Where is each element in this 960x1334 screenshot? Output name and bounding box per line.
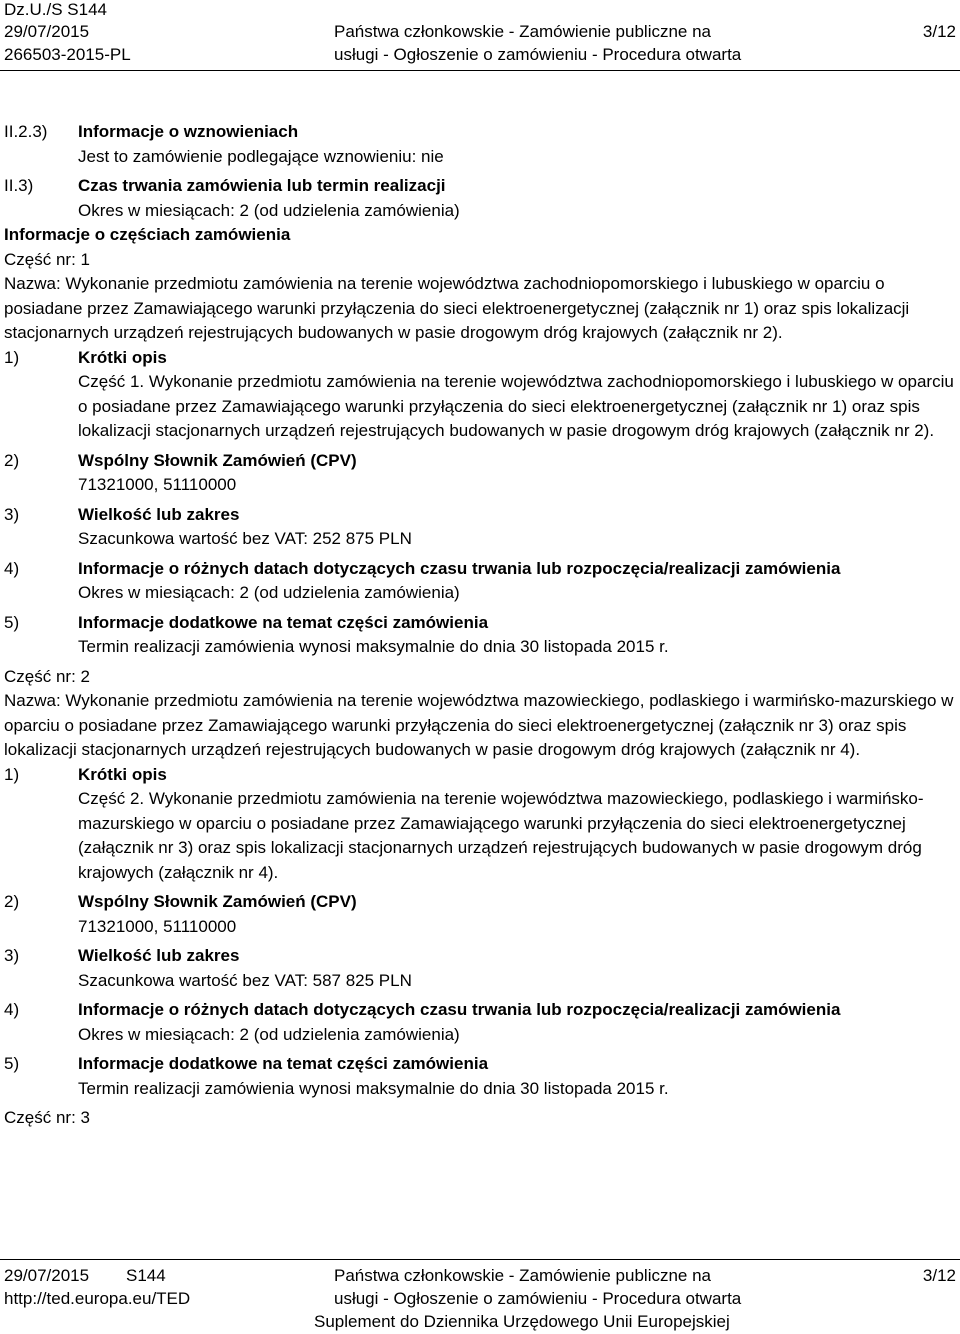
header-date: 29/07/2015	[4, 22, 90, 41]
footer-date: 29/07/2015	[4, 1266, 90, 1285]
sub-number: 1)	[4, 764, 20, 784]
section-number: II.3)	[4, 176, 34, 195]
sub-number: 3)	[4, 504, 20, 524]
footer-title-line3: Suplement do Dziennika Urzędowego Unii Europejskiej	[314, 1312, 730, 1331]
section-number: II.2.3)	[4, 122, 48, 141]
section-title: Informacje o wznowieniach	[78, 122, 299, 141]
section-text: Okres w miesiącach: 2 (od udzielenia zamówienia)	[78, 200, 460, 220]
part-label: Część nr: 3	[4, 1108, 90, 1127]
part2-sub1	[4, 763, 956, 788]
sub-title: Wspólny Słownik Zamówień (CPV)	[78, 892, 357, 911]
cpv-codes: 71321000, 51110000	[78, 916, 237, 936]
sub-number: 1)	[4, 347, 20, 367]
part2-sub5	[4, 1052, 956, 1077]
additional-info: Termin realizacji zamówienia wynosi maksymalnie do dnia 30 listopada 2015 r.	[78, 637, 669, 656]
sub-title: Wielkość lub zakres	[78, 946, 240, 965]
additional-info: Termin realizacji zamówienia wynosi maksymalnie do dnia 30 listopada 2015 r.	[78, 1078, 669, 1098]
sub-number: 5)	[4, 1054, 20, 1073]
parts-heading: Informacje o częściach zamówienia	[4, 225, 291, 244]
cpv-codes: 71321000, 51110000	[78, 475, 237, 494]
part1-sub1	[4, 346, 956, 371]
footer-url[interactable]: http://ted.europa.eu/TED	[4, 1289, 191, 1308]
sub-title: Informacje dodatkowe na temat części zamówienia	[78, 1054, 489, 1073]
part-name: Nazwa: Wykonanie przedmiotu zamówienia na terenie województwa mazowieckiego, podlaskiego i warmińsko-mazurskiego w oparciu o posiadane przez Zamawiającego warunki przyłączenia do sieci elektroenergetycznej (załącznik nr 3) oraz spis lokalizacji stacjonarnych urządzeń rejestrujących budowanych w pasie drogowym dróg krajowych (załącznik nr 4).	[4, 691, 954, 759]
estimated-value: Szacunkowa wartość bez VAT: 587 825 PLN	[78, 970, 412, 990]
section-text: Jest to zamówienie podlegające wznowieniu: nie	[78, 146, 444, 166]
part2-sub3	[4, 944, 956, 969]
journal-ref: Dz.U./S S144	[4, 0, 107, 19]
footer-page-number: 3/12	[922, 1266, 956, 1285]
header-title-line1: Państwa członkowskie - Zamówienie publiczne na	[334, 22, 712, 41]
sub-number: 2)	[4, 450, 20, 470]
header-divider	[0, 70, 960, 71]
header-title-line2: usługi - Ogłoszenie o zamówieniu - Procedura otwarta	[334, 45, 742, 64]
page-header	[0, 0, 960, 70]
short-description: Część 1. Wykonanie przedmiotu zamówienia na terenie województwa zachodniopomorskiego i lubuskiego w oparciu o posiadane przez Zamawiającego warunki przyłączenia do sieci elektroenergetycznej (załącznik nr 1) oraz spis lokalizacji stacjonarnych urządzeń rejestrujących budowanych w pasie drogowym dróg krajowych (załącznik nr 2).	[78, 372, 954, 440]
sub-number: 2)	[4, 892, 20, 911]
part-label: Część nr: 2	[4, 666, 90, 686]
footer-title-line2: usługi - Ogłoszenie o zamówieniu - Procedura otwarta	[334, 1289, 742, 1308]
part-label: Część nr: 1	[4, 249, 90, 269]
part2-sub4	[4, 998, 956, 1023]
sub-number: 5)	[4, 612, 20, 632]
sub-title: Krótki opis	[78, 347, 167, 367]
duration-text: Okres w miesiącach: 2 (od udzielenia zamówienia)	[78, 1024, 460, 1044]
sub-title: Wspólny Słownik Zamówień (CPV)	[78, 450, 357, 470]
footer-title-line1: Państwa członkowskie - Zamówienie publiczne na	[334, 1266, 712, 1285]
part1-sub5	[4, 611, 956, 636]
document-body	[4, 120, 956, 1131]
duration-text: Okres w miesiącach: 2 (od udzielenia zamówienia)	[78, 583, 460, 602]
section-title: Czas trwania zamówienia lub termin realizacji	[78, 176, 446, 195]
sub-title: Wielkość lub zakres	[78, 504, 240, 524]
doc-id: 266503-2015-PL	[4, 45, 131, 64]
section-ii23	[4, 120, 956, 145]
section-ii3	[4, 174, 956, 199]
short-description: Część 2. Wykonanie przedmiotu zamówienia na terenie województwa mazowieckiego, podlaskiego i warmińsko-mazurskiego w oparciu o posiadane przez Zamawiającego warunki przyłączenia do sieci elektroenergetycznej (załącznik nr 3) oraz spis lokalizacji stacjonarnych urządzeń rejestrujących budowanych w pasie drogowym dróg krajowych (załącznik nr 4).	[78, 789, 924, 882]
part1-sub4	[4, 557, 956, 582]
sub-number: 3)	[4, 946, 20, 965]
sub-title: Informacje o różnych datach dotyczących czasu trwania lub rozpoczęcia/realizacji zamówienia	[78, 558, 841, 578]
sub-number: 4)	[4, 1000, 20, 1019]
sub-title: Krótki opis	[78, 764, 167, 784]
part-name: Nazwa: Wykonanie przedmiotu zamówienia na terenie województwa zachodniopomorskiego i lubuskiego w oparciu o posiadane przez Zamawiającego warunki przyłączenia do sieci elektroenergetycznej (załącznik nr 1) oraz spis lokalizacji stacjonarnych urządzeń rejestrujących budowanych w pasie drogowym dróg krajowych (załącznik nr 2).	[4, 274, 910, 342]
footer-divider	[0, 1259, 960, 1260]
footer-series: S144	[126, 1266, 166, 1285]
sub-number: 4)	[4, 558, 20, 578]
sub-title: Informacje dodatkowe na temat części zamówienia	[78, 612, 489, 632]
part1-sub3	[4, 503, 956, 528]
sub-title: Informacje o różnych datach dotyczących czasu trwania lub rozpoczęcia/realizacji zamówienia	[78, 1000, 841, 1019]
header-page-number: 3/12	[922, 22, 956, 41]
part1-sub2	[4, 449, 956, 474]
part2-sub2	[4, 890, 956, 915]
estimated-value: Szacunkowa wartość bez VAT: 252 875 PLN	[78, 529, 412, 548]
